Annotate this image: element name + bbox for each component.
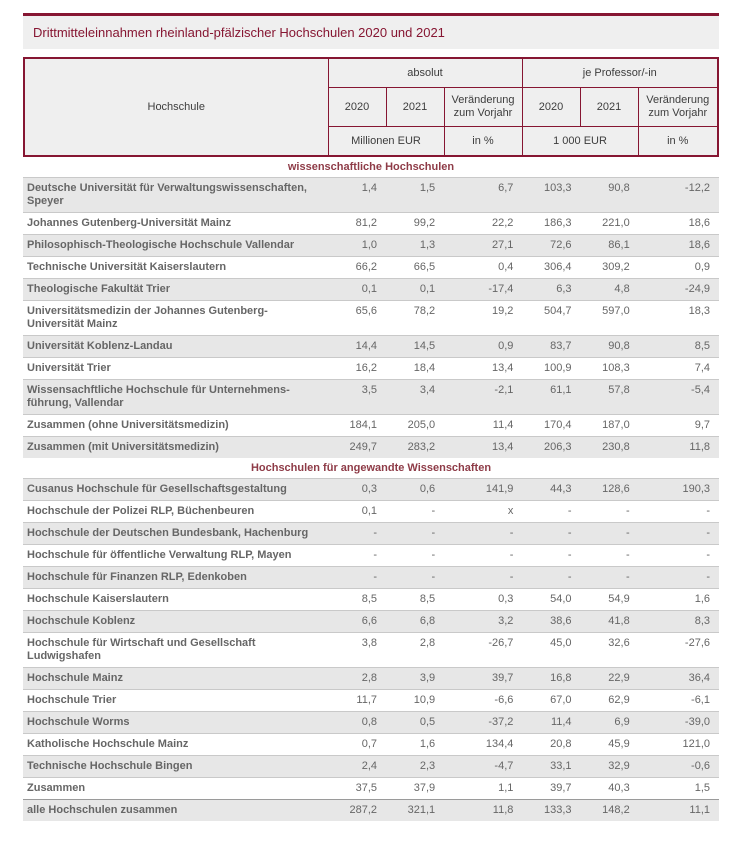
hochschule-name: Technische Universität Kaiserslautern: [23, 257, 328, 279]
value-cell: 72,6: [522, 235, 580, 257]
hochschule-name: Hochschule Koblenz: [23, 611, 328, 633]
value-cell: 22,9: [581, 668, 639, 690]
hochschule-name: Hochschule für Finanzen RLP, Edenkoben: [23, 567, 328, 589]
table-row: [23, 523, 719, 545]
section-header: wissenschaftliche Hochschulen: [23, 157, 719, 178]
hochschule-name: Katholische Hochschule Mainz: [23, 734, 328, 756]
value-cell: -27,6: [639, 633, 719, 668]
value-cell: -: [639, 545, 719, 567]
table-row: [23, 235, 719, 257]
value-cell: 0,7: [328, 734, 386, 756]
value-cell: 0,4: [444, 257, 522, 279]
value-cell: 306,4: [522, 257, 580, 279]
value-cell: 249,7: [328, 437, 386, 459]
value-cell: 4,8: [581, 279, 639, 301]
value-cell: 65,6: [328, 301, 386, 336]
hochschule-name: Wissensachftliche Hochschule für Unternehmens-führung, Vallendar: [23, 380, 328, 415]
value-cell: 0,8: [328, 712, 386, 734]
value-cell: x: [444, 501, 522, 523]
table-row: [23, 437, 719, 459]
value-cell: -: [328, 545, 386, 567]
hochschule-name: Hochschule Kaiserslautern: [23, 589, 328, 611]
value-cell: 11,8: [639, 437, 719, 459]
value-cell: 33,1: [522, 756, 580, 778]
col-header-change-absolut: Veränderung zum Vorjahr: [444, 88, 522, 127]
value-cell: -24,9: [639, 279, 719, 301]
col-group-je-professor: je Professor/-in: [522, 58, 718, 88]
table-body-rows: [23, 157, 719, 821]
value-cell: 0,9: [639, 257, 719, 279]
value-cell: 36,4: [639, 668, 719, 690]
value-cell: 11,4: [522, 712, 580, 734]
value-cell: 3,2: [444, 611, 522, 633]
table-row: [23, 545, 719, 567]
value-cell: 99,2: [386, 213, 444, 235]
value-cell: 13,4: [444, 358, 522, 380]
value-cell: 0,1: [328, 279, 386, 301]
value-cell: -: [581, 523, 639, 545]
value-cell: 134,4: [444, 734, 522, 756]
value-cell: 184,1: [328, 415, 386, 437]
value-cell: 1,0: [328, 235, 386, 257]
hochschule-name: alle Hochschulen zusammen: [23, 800, 328, 822]
table-row: [23, 178, 719, 213]
value-cell: 230,8: [581, 437, 639, 459]
value-cell: 1,5: [639, 778, 719, 800]
hochschule-name: Philosophisch-Theologische Hochschule Vallendar: [23, 235, 328, 257]
value-cell: 7,4: [639, 358, 719, 380]
value-cell: -: [444, 567, 522, 589]
value-cell: 37,9: [386, 778, 444, 800]
value-cell: -: [639, 523, 719, 545]
value-cell: 504,7: [522, 301, 580, 336]
value-cell: 103,3: [522, 178, 580, 213]
hochschule-name: Deutsche Universität für Verwaltungswissenschaften, Speyer: [23, 178, 328, 213]
value-cell: 39,7: [444, 668, 522, 690]
table-row: [23, 778, 719, 800]
value-cell: -: [386, 545, 444, 567]
value-cell: 41,8: [581, 611, 639, 633]
value-cell: 11,4: [444, 415, 522, 437]
value-cell: 20,8: [522, 734, 580, 756]
value-cell: 1,6: [639, 589, 719, 611]
value-cell: -: [444, 523, 522, 545]
value-cell: 14,4: [328, 336, 386, 358]
value-cell: 86,1: [581, 235, 639, 257]
value-cell: 14,5: [386, 336, 444, 358]
value-cell: 0,6: [386, 479, 444, 501]
section-header: Hochschulen für angewandte Wissenschaften: [23, 458, 719, 479]
value-cell: 39,7: [522, 778, 580, 800]
value-cell: 6,9: [581, 712, 639, 734]
table-row: [23, 690, 719, 712]
value-cell: 54,9: [581, 589, 639, 611]
value-cell: 108,3: [581, 358, 639, 380]
col-header-2020-absolut: 2020: [328, 88, 386, 127]
value-cell: 11,8: [444, 800, 522, 822]
value-cell: -: [328, 523, 386, 545]
table-body: [23, 157, 719, 821]
col-header-2021-absolut: 2021: [386, 88, 444, 127]
value-cell: -6,6: [444, 690, 522, 712]
col-header-change-professor: Veränderung zum Vorjahr: [638, 88, 718, 127]
value-cell: 8,3: [639, 611, 719, 633]
value-cell: 0,3: [444, 589, 522, 611]
table-row: [23, 213, 719, 235]
value-cell: -17,4: [444, 279, 522, 301]
table-row: [23, 301, 719, 336]
value-cell: 78,2: [386, 301, 444, 336]
value-cell: 6,6: [328, 611, 386, 633]
value-cell: 121,0: [639, 734, 719, 756]
value-cell: 61,1: [522, 380, 580, 415]
value-cell: -: [328, 567, 386, 589]
value-cell: 1,6: [386, 734, 444, 756]
value-cell: 9,7: [639, 415, 719, 437]
value-cell: 32,9: [581, 756, 639, 778]
value-cell: 309,2: [581, 257, 639, 279]
table-row: [23, 712, 719, 734]
value-cell: 22,2: [444, 213, 522, 235]
value-cell: 8,5: [639, 336, 719, 358]
col-header-2021-professor: 2021: [580, 88, 638, 127]
col-header-hochschule: Hochschule: [24, 58, 328, 156]
hochschule-name: Johannes Gutenberg-Universität Mainz: [23, 213, 328, 235]
hochschule-name: Cusanus Hochschule für Gesellschaftsgestaltung: [23, 479, 328, 501]
value-cell: 3,5: [328, 380, 386, 415]
value-cell: 40,3: [581, 778, 639, 800]
table-row: [23, 800, 719, 822]
hochschule-name: Zusammen: [23, 778, 328, 800]
hochschule-name: Hochschule Mainz: [23, 668, 328, 690]
value-cell: 190,3: [639, 479, 719, 501]
value-cell: 6,3: [522, 279, 580, 301]
table-row: [23, 633, 719, 668]
value-cell: -39,0: [639, 712, 719, 734]
value-cell: 0,1: [328, 501, 386, 523]
hochschule-name: Hochschule Trier: [23, 690, 328, 712]
value-cell: 0,3: [328, 479, 386, 501]
value-cell: 18,6: [639, 213, 719, 235]
value-cell: -4,7: [444, 756, 522, 778]
table-row: [23, 734, 719, 756]
value-cell: 83,7: [522, 336, 580, 358]
table-row: [23, 756, 719, 778]
value-cell: -0,6: [639, 756, 719, 778]
value-cell: -: [522, 501, 580, 523]
hochschule-name: Theologische Fakultät Trier: [23, 279, 328, 301]
value-cell: 321,1: [386, 800, 444, 822]
report-title-bar: [23, 13, 719, 49]
value-cell: -12,2: [639, 178, 719, 213]
table-row: [23, 336, 719, 358]
value-cell: 18,3: [639, 301, 719, 336]
hochschule-name: Hochschule für öffentliche Verwaltung RLP, Mayen: [23, 545, 328, 567]
value-cell: -2,1: [444, 380, 522, 415]
value-cell: 186,3: [522, 213, 580, 235]
unit-1000-eur: 1 000 EUR: [522, 127, 638, 157]
value-cell: 170,4: [522, 415, 580, 437]
value-cell: 19,2: [444, 301, 522, 336]
table-row: [23, 380, 719, 415]
table-row: [23, 279, 719, 301]
value-cell: -: [581, 545, 639, 567]
value-cell: 11,1: [639, 800, 719, 822]
value-cell: 205,0: [386, 415, 444, 437]
value-cell: 0,1: [386, 279, 444, 301]
hochschule-name: Universitätsmedizin der Johannes Gutenberg-Universität Mainz: [23, 301, 328, 336]
value-cell: 2,4: [328, 756, 386, 778]
value-cell: -: [581, 501, 639, 523]
value-cell: 283,2: [386, 437, 444, 459]
hochschule-name: Zusammen (ohne Universitätsmedizin): [23, 415, 328, 437]
value-cell: -: [522, 545, 580, 567]
table-row: [23, 415, 719, 437]
unit-percent-professor: in %: [638, 127, 718, 157]
value-cell: 18,4: [386, 358, 444, 380]
value-cell: 27,1: [444, 235, 522, 257]
table-header: [23, 57, 719, 157]
value-cell: 16,8: [522, 668, 580, 690]
value-cell: 90,8: [581, 336, 639, 358]
value-cell: 2,8: [328, 668, 386, 690]
table-row: [23, 567, 719, 589]
value-cell: 287,2: [328, 800, 386, 822]
value-cell: -26,7: [444, 633, 522, 668]
value-cell: 16,2: [328, 358, 386, 380]
value-cell: 1,1: [444, 778, 522, 800]
value-cell: 0,9: [444, 336, 522, 358]
value-cell: -: [444, 545, 522, 567]
value-cell: 54,0: [522, 589, 580, 611]
value-cell: 597,0: [581, 301, 639, 336]
table-row: [23, 611, 719, 633]
value-cell: 81,2: [328, 213, 386, 235]
value-cell: -: [522, 567, 580, 589]
value-cell: -: [386, 567, 444, 589]
value-cell: 62,9: [581, 690, 639, 712]
hochschule-name: Universität Trier: [23, 358, 328, 380]
value-cell: 66,5: [386, 257, 444, 279]
hochschule-name: Hochschule Worms: [23, 712, 328, 734]
unit-millionen-eur: Millionen EUR: [328, 127, 444, 157]
section-header-row: [23, 157, 719, 178]
value-cell: 2,8: [386, 633, 444, 668]
value-cell: 44,3: [522, 479, 580, 501]
value-cell: 37,5: [328, 778, 386, 800]
value-cell: 148,2: [581, 800, 639, 822]
value-cell: 3,4: [386, 380, 444, 415]
value-cell: 67,0: [522, 690, 580, 712]
value-cell: 187,0: [581, 415, 639, 437]
hochschule-name: Hochschule der Polizei RLP, Büchenbeuren: [23, 501, 328, 523]
report-title: Drittmitteleinnahmen rheinland-pfälzischer Hochschulen 2020 und 2021: [33, 25, 445, 40]
value-cell: -: [639, 567, 719, 589]
value-cell: 6,8: [386, 611, 444, 633]
hochschule-name: Hochschule der Deutschen Bundesbank, Hachenburg: [23, 523, 328, 545]
value-cell: 221,0: [581, 213, 639, 235]
table-row: [23, 358, 719, 380]
section-header-row: [23, 458, 719, 479]
value-cell: -37,2: [444, 712, 522, 734]
unit-percent-absolut: in %: [444, 127, 522, 157]
value-cell: 206,3: [522, 437, 580, 459]
value-cell: 8,5: [386, 589, 444, 611]
table-row: [23, 479, 719, 501]
value-cell: 38,6: [522, 611, 580, 633]
hochschule-name: Zusammen (mit Universitätsmedizin): [23, 437, 328, 459]
value-cell: 32,6: [581, 633, 639, 668]
value-cell: -: [386, 523, 444, 545]
value-cell: -5,4: [639, 380, 719, 415]
value-cell: 45,0: [522, 633, 580, 668]
value-cell: 10,9: [386, 690, 444, 712]
value-cell: 11,7: [328, 690, 386, 712]
table-row: [23, 257, 719, 279]
value-cell: 100,9: [522, 358, 580, 380]
value-cell: -6,1: [639, 690, 719, 712]
hochschule-name: Hochschule für Wirtschaft und Gesellschaft Ludwigshafen: [23, 633, 328, 668]
value-cell: -: [386, 501, 444, 523]
hochschule-name: Technische Hochschule Bingen: [23, 756, 328, 778]
value-cell: 57,8: [581, 380, 639, 415]
col-group-absolut: absolut: [328, 58, 522, 88]
value-cell: 90,8: [581, 178, 639, 213]
value-cell: -: [581, 567, 639, 589]
value-cell: 45,9: [581, 734, 639, 756]
table-row: [23, 668, 719, 690]
value-cell: 133,3: [522, 800, 580, 822]
value-cell: -: [522, 523, 580, 545]
value-cell: 0,5: [386, 712, 444, 734]
value-cell: 141,9: [444, 479, 522, 501]
value-cell: 66,2: [328, 257, 386, 279]
value-cell: 6,7: [444, 178, 522, 213]
value-cell: 3,8: [328, 633, 386, 668]
col-header-2020-professor: 2020: [522, 88, 580, 127]
value-cell: 1,4: [328, 178, 386, 213]
value-cell: 1,5: [386, 178, 444, 213]
value-cell: 8,5: [328, 589, 386, 611]
value-cell: 128,6: [581, 479, 639, 501]
value-cell: 13,4: [444, 437, 522, 459]
value-cell: 1,3: [386, 235, 444, 257]
value-cell: 18,6: [639, 235, 719, 257]
value-cell: -: [639, 501, 719, 523]
table-row: [23, 589, 719, 611]
value-cell: 2,3: [386, 756, 444, 778]
table-row: [23, 501, 719, 523]
value-cell: 3,9: [386, 668, 444, 690]
hochschule-name: Universität Koblenz-Landau: [23, 336, 328, 358]
